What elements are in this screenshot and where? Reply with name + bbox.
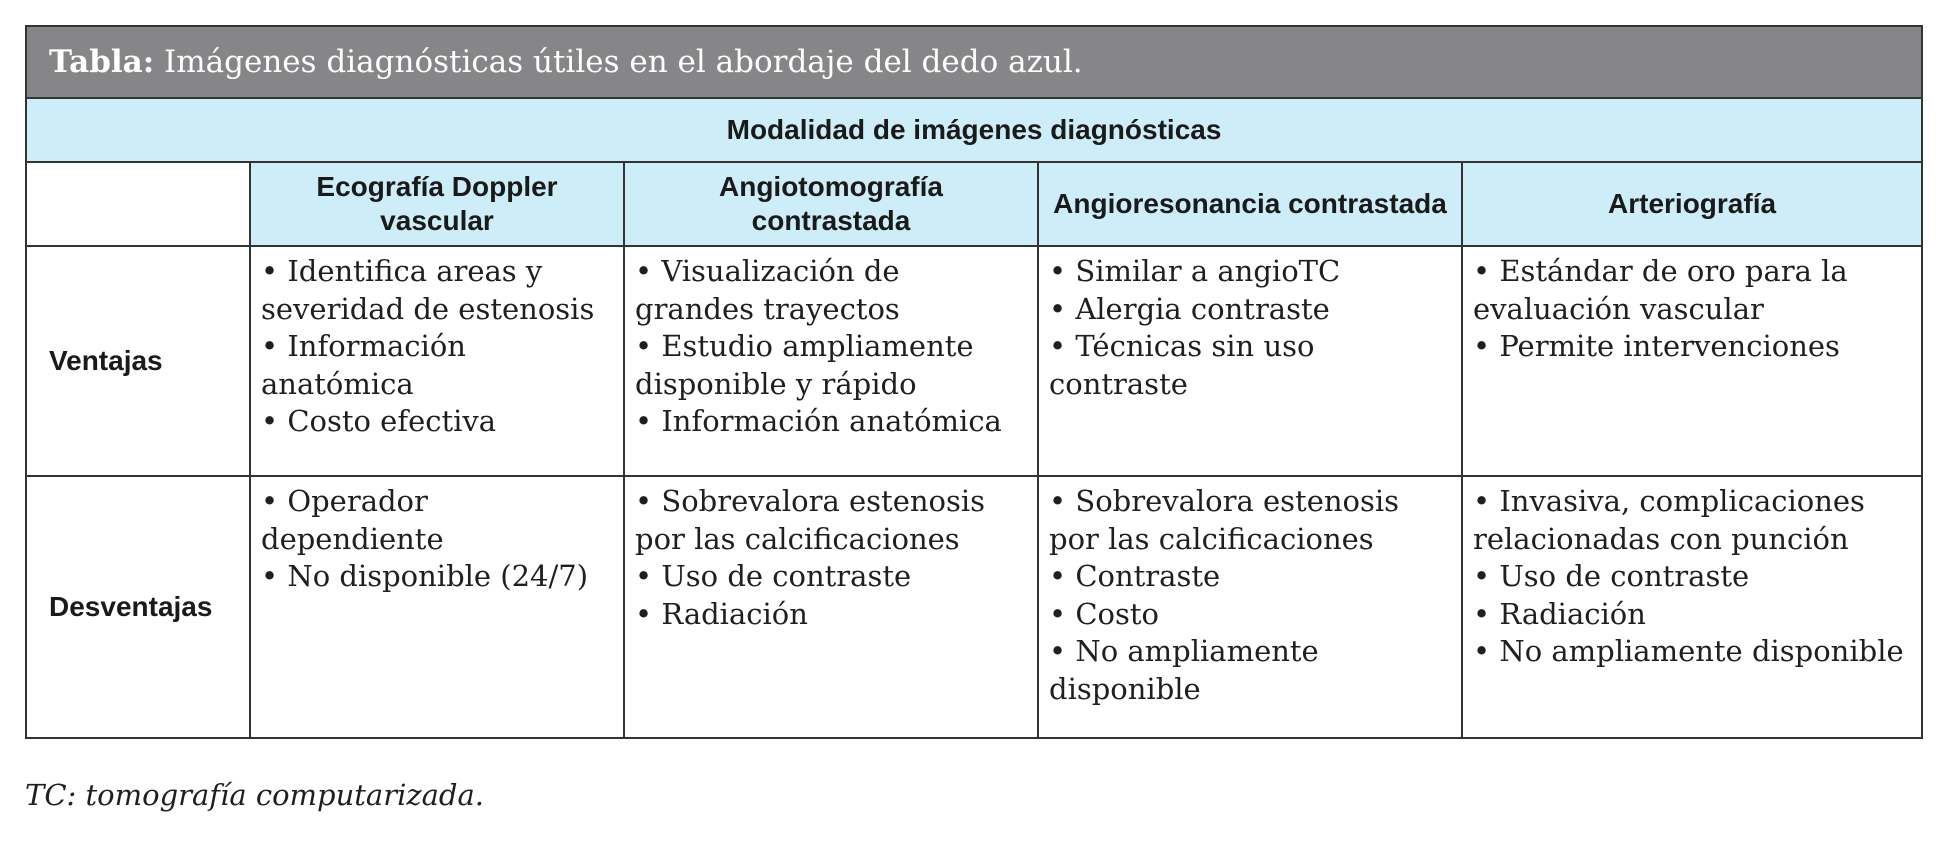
list-item: • No disponible (24/7) [261,559,589,593]
list-item: • Estudio ampliamente disponible y rápido [635,329,974,401]
table-row [26,246,1922,476]
list-item: • Identifica areas y severidad de estenosis [261,254,595,326]
cell-desventajas-angiotomografia [624,476,1038,738]
table-container [25,25,1921,739]
cell-ventajas-arteriografia [1462,246,1922,476]
list-item: • Radiación [635,596,808,631]
list-item: • Uso de contraste [635,559,912,593]
modality-header: Modalidad de imágenes diagnósticas [26,98,1922,162]
list-item: • Invasiva, complicaciones relacionadas con punción [1473,484,1865,556]
list-item: • No ampliamente disponible [1473,634,1904,668]
list-item: • Información anatómica [261,329,466,401]
column-header-arteriografia: Arteriografía [1462,162,1922,246]
cell-desventajas-doppler [250,476,624,738]
list-item: • Técnicas sin uso contraste [1049,329,1315,401]
list-item: • Operador dependiente [261,484,444,556]
column-header-angioresonancia: Angioresonancia contrastada [1038,162,1462,246]
list-item: • Costo efectiva [261,404,497,438]
list-item: • Uso de contraste [1473,559,1750,593]
corner-cell [26,162,250,246]
list-item: • No ampliamente disponible [1049,634,1319,706]
diagnostic-imaging-table [25,25,1923,739]
cell-desventajas-arteriografia [1462,476,1922,738]
table-title-prefix: Tabla: [49,44,155,80]
table-row [26,476,1922,738]
list-item: • Estándar de oro para la evaluación vascular [1473,254,1848,326]
list-item: • Sobrevalora estenosis por las calcificaciones [635,484,986,556]
list-item: • Radiación [1473,596,1646,631]
list-item: • Permite intervenciones [1473,329,1840,363]
list-item: • Similar a angioTC [1049,254,1341,288]
cell-desventajas-angioresonancia [1038,476,1462,738]
column-header-doppler: Ecografía Doppler vascular [250,162,624,246]
list-item: • Visualización de grandes trayectos [635,254,900,326]
cell-ventajas-angiotomografia [624,246,1038,476]
table-title [26,26,1922,98]
table-title-text: Imágenes diagnósticas útiles en el abordaje del dedo azul. [154,44,1083,80]
column-header-angiotomografia: Angiotomografía contrastada [624,162,1038,246]
row-label-desventajas: Desventajas [26,476,250,738]
list-item: • Alergia contraste [1049,291,1330,326]
list-item: • Información anatómica [635,404,1002,438]
row-label-ventajas: Ventajas [26,246,250,476]
list-item: • Contraste [1049,559,1221,593]
list-item: • Sobrevalora estenosis por las calcificaciones [1049,484,1400,556]
cell-ventajas-doppler [250,246,624,476]
cell-ventajas-angioresonancia [1038,246,1462,476]
list-item: • Costo [1049,596,1159,631]
table-footnote: TC: tomografía computarizada. [25,778,484,812]
